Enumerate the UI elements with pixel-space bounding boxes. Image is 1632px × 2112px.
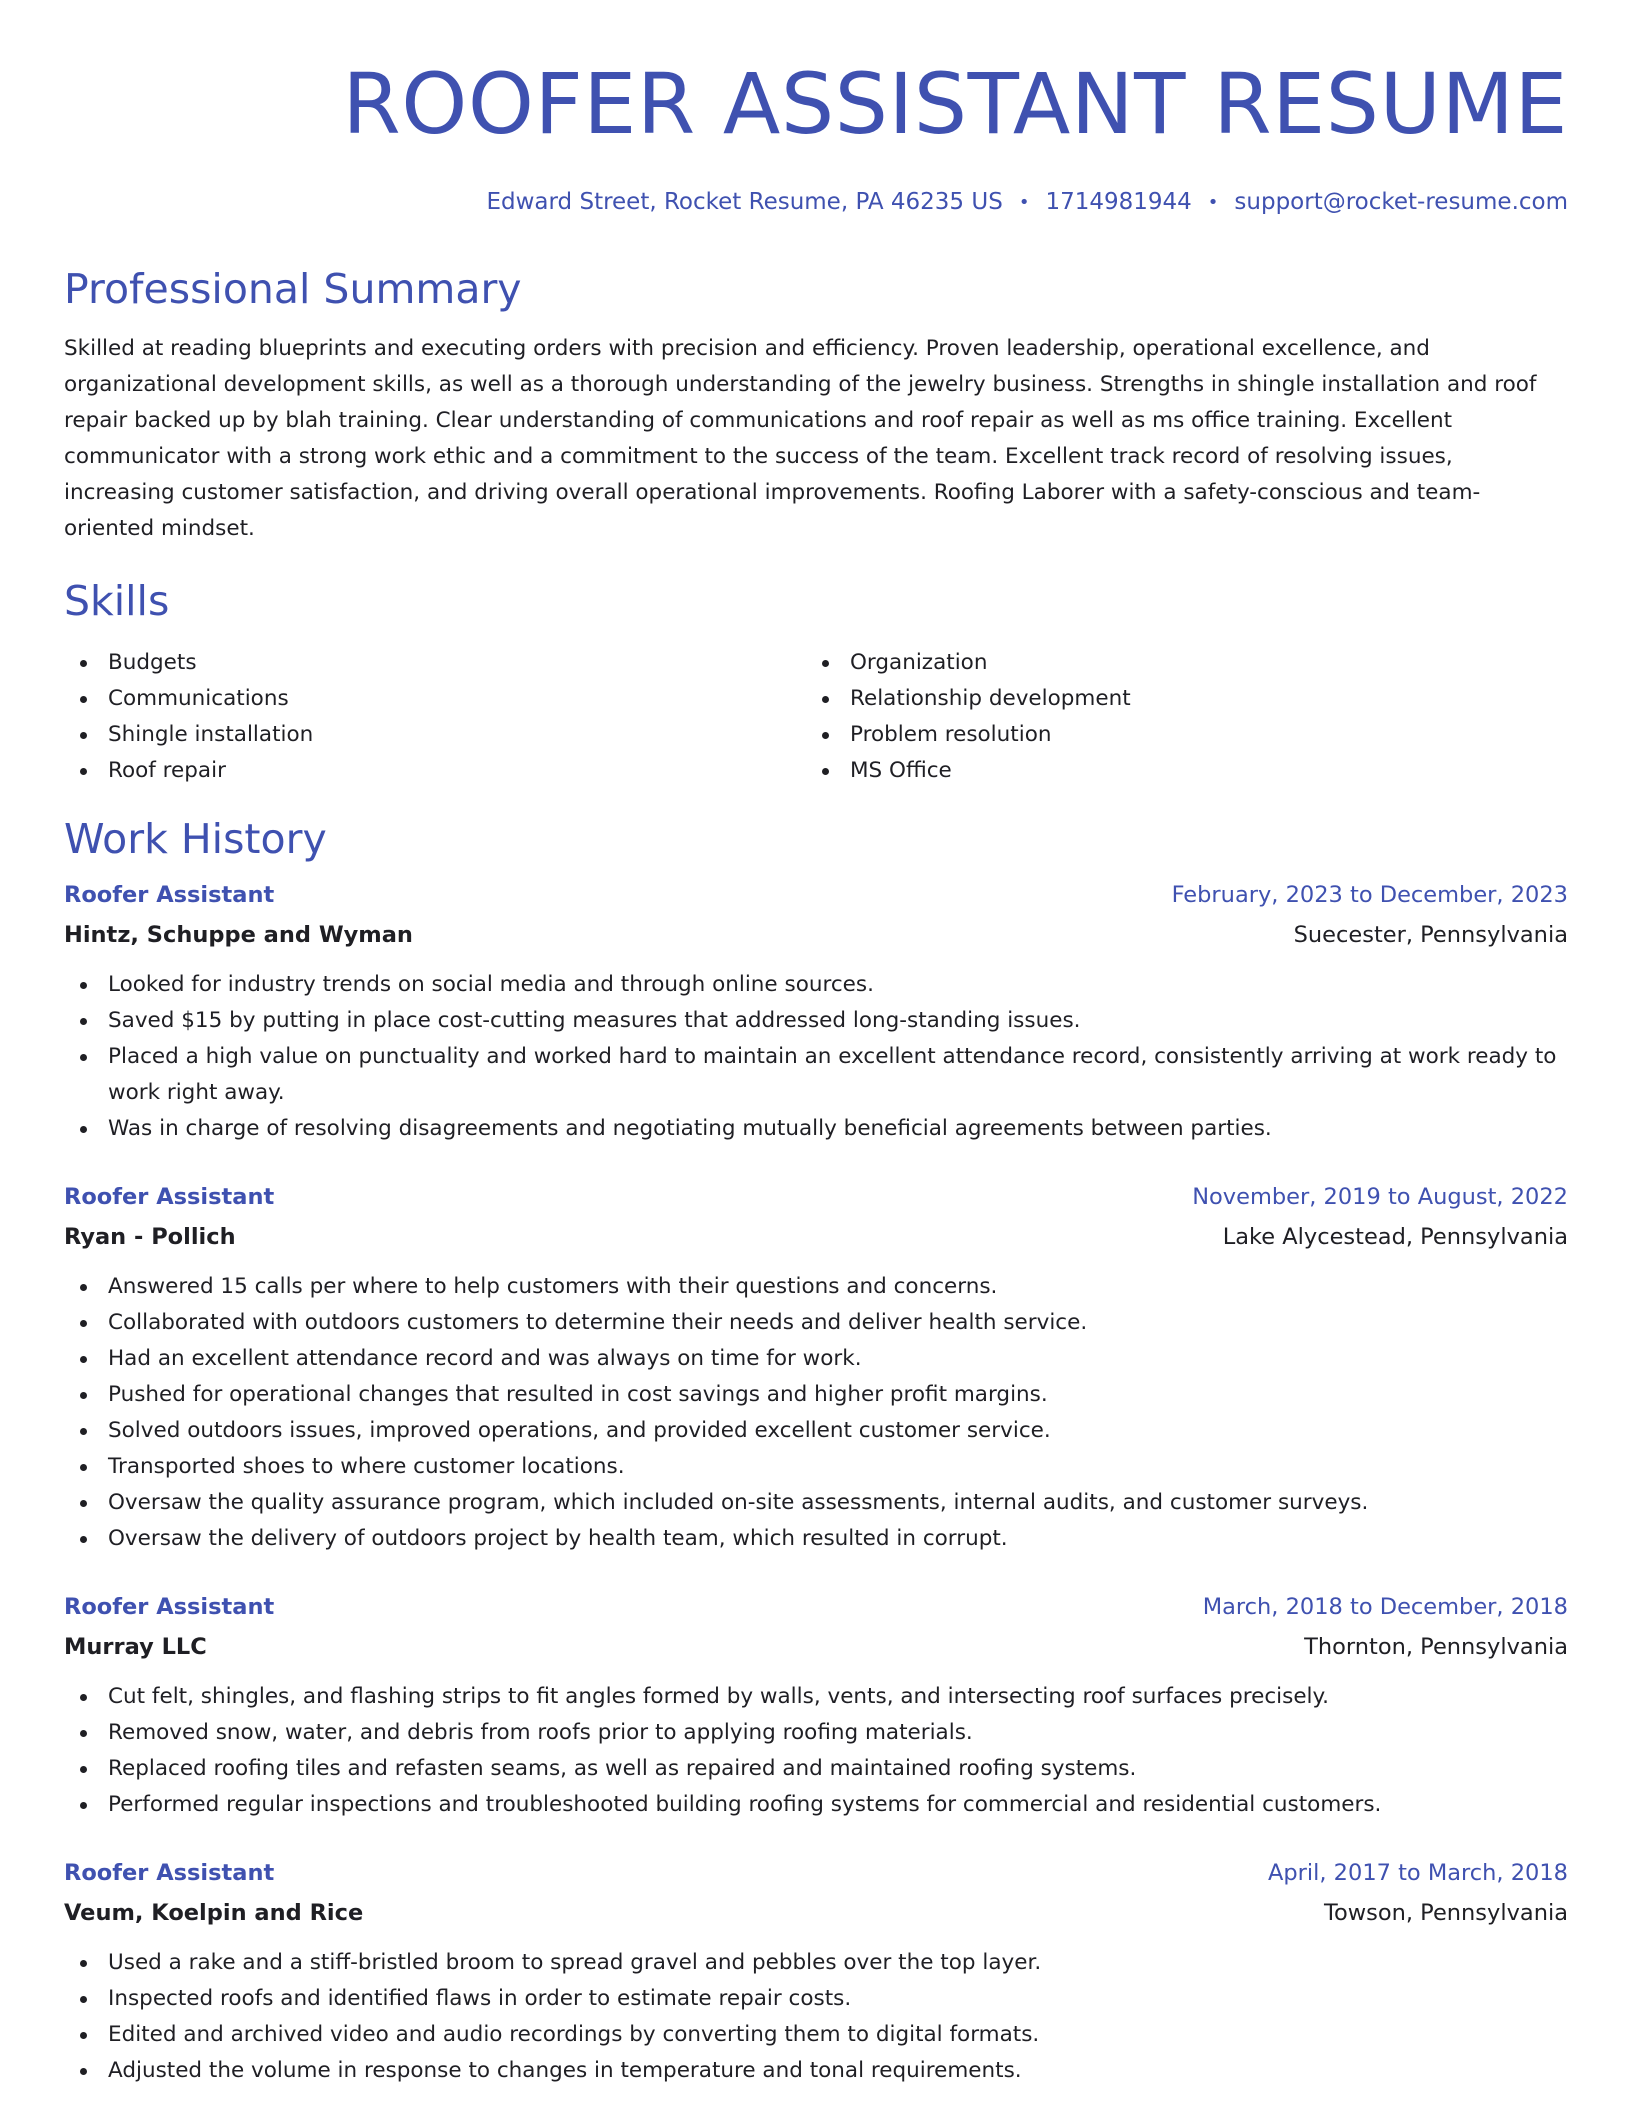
skills-list-left (64, 645, 806, 789)
contact-email[interactable]: support@rocket-resume.com (1234, 189, 1568, 215)
job-title-row (64, 875, 1568, 915)
job-location: Suecester, Pennsylvania (1293, 921, 1568, 948)
job-company-row (64, 1627, 1568, 1667)
job-company: Veum, Koelpin and Rice (64, 1899, 364, 1926)
skill-item: Roof repair (64, 753, 806, 789)
contact-separator: • (1207, 191, 1219, 213)
job-bullet: Edited and archived video and audio recordings by converting them to digital formats. (64, 2017, 1568, 2053)
skill-item: Shingle installation (64, 717, 806, 753)
job-bullet: Answered 15 calls per where to help customers with their questions and concerns. (64, 1269, 1568, 1305)
job-bullet: Adjusted the volume in response to changes in temperature and tonal requirements. (64, 2053, 1568, 2089)
contact-phone[interactable]: 1714981944 (1045, 189, 1192, 215)
skills-grid (64, 645, 1568, 789)
resume-page (64, 0, 1568, 2089)
job-entry (64, 1853, 1568, 2089)
job-bullet: Cut felt, shingles, and flashing strips to fit angles formed by walls, vents, and intersecting roof surfaces precisely. (64, 1679, 1568, 1715)
job-entry (64, 875, 1568, 1147)
job-dates: March, 2018 to December, 2018 (1202, 1593, 1568, 1620)
job-entry (64, 1177, 1568, 1557)
job-bullet: Solved outdoors issues, improved operations, and provided excellent customer service. (64, 1413, 1568, 1449)
skill-item: Problem resolution (806, 717, 1548, 753)
job-bullet: Pushed for operational changes that resulted in cost savings and higher profit margins. (64, 1377, 1568, 1413)
skills-list-right (806, 645, 1548, 789)
job-dates: November, 2019 to August, 2022 (1192, 1183, 1568, 1210)
resume-title: ROOFER ASSISTANT RESUME (342, 55, 1568, 153)
skill-item: Relationship development (806, 681, 1548, 717)
contact-separator: • (1018, 191, 1030, 213)
job-location: Lake Alycestead, Pennsylvania (1222, 1223, 1568, 1250)
job-bullet: Inspected roofs and identified flaws in order to estimate repair costs. (64, 1981, 1568, 2017)
job-bullet: Removed snow, water, and debris from roofs prior to applying roofing materials. (64, 1715, 1568, 1751)
summary-text: Skilled at reading blueprints and executing orders with precision and efficiency. Proven leadership, operational excellence, and organizational development skills, as well as a thorough understanding of the jewelry business. Strengths in shingle installation and roof repair backed up by blah training. Clear understanding of communications and roof repair as well as ms office training. Excellent communicator with a strong work ethic and a commitment to the success of the team. Excellent track record of resolving issues, increasing customer satisfaction, and driving overall operational improvements. Roofing Laborer with a safety-conscious and team-oriented mindset. (64, 335, 1537, 541)
skill-item: Organization (806, 645, 1548, 681)
job-title: Roofer Assistant (64, 1183, 275, 1210)
job-location: Towson, Pennsylvania (1324, 1899, 1568, 1926)
job-bullet: Used a rake and a stiff-bristled broom to spread gravel and pebbles over the top layer. (64, 1945, 1568, 1981)
job-dates: February, 2023 to December, 2023 (1171, 881, 1568, 908)
work-section (64, 813, 1568, 2089)
job-bullet: Performed regular inspections and troubleshooted building roofing systems for commercial and residential customers. (64, 1787, 1568, 1823)
job-entry (64, 1587, 1568, 1823)
job-bullet: Collaborated with outdoors customers to determine their needs and deliver health service. (64, 1305, 1568, 1341)
work-heading: Work History (64, 814, 327, 863)
skill-item: Budgets (64, 645, 806, 681)
skill-item: Communications (64, 681, 806, 717)
resume-header (64, 0, 1568, 219)
job-title-row (64, 1177, 1568, 1217)
summary-section (64, 263, 1568, 547)
skill-item: MS Office (806, 753, 1548, 789)
job-bullet: Transported shoes to where customer locations. (64, 1449, 1568, 1485)
job-company-row (64, 1893, 1568, 1933)
job-bullet: Oversaw the delivery of outdoors project by health team, which resulted in corrupt. (64, 1521, 1568, 1557)
job-bullets (64, 1945, 1568, 2089)
job-location: Thornton, Pennsylvania (1304, 1633, 1568, 1660)
job-bullet: Replaced roofing tiles and refasten seams, as well as repaired and maintained roofing systems. (64, 1751, 1568, 1787)
job-bullet: Looked for industry trends on social media and through online sources. (64, 967, 1568, 1003)
job-title: Roofer Assistant (64, 1859, 275, 1886)
job-company-row (64, 915, 1568, 955)
job-bullets (64, 967, 1568, 1147)
summary-heading: Professional Summary (64, 264, 522, 313)
job-company: Murray LLC (64, 1633, 207, 1660)
job-title: Roofer Assistant (64, 1593, 275, 1620)
job-company: Ryan - Pollich (64, 1223, 236, 1250)
job-bullet: Placed a high value on punctuality and worked hard to maintain an excellent attendance record, consistently arriving at work ready to work right away. (64, 1039, 1568, 1111)
job-bullets (64, 1679, 1568, 1823)
job-bullet: Saved $15 by putting in place cost-cutting measures that addressed long-standing issues. (64, 1003, 1568, 1039)
job-company-row (64, 1217, 1568, 1257)
job-title-row (64, 1587, 1568, 1627)
job-title-row (64, 1853, 1568, 1893)
job-company: Hintz, Schuppe and Wyman (64, 921, 413, 948)
job-bullet: Was in charge of resolving disagreements and negotiating mutually beneficial agreements between parties. (64, 1111, 1568, 1147)
skills-heading: Skills (64, 576, 170, 625)
skills-section (64, 575, 1568, 789)
contact-line (64, 186, 1568, 219)
job-bullet: Oversaw the quality assurance program, which included on-site assessments, internal audits, and customer surveys. (64, 1485, 1568, 1521)
job-bullets (64, 1269, 1568, 1557)
job-bullet: Had an excellent attendance record and was always on time for work. (64, 1341, 1568, 1377)
job-dates: April, 2017 to March, 2018 (1267, 1859, 1568, 1886)
contact-address: Edward Street, Rocket Resume, PA 46235 US (486, 189, 1003, 215)
job-title: Roofer Assistant (64, 881, 275, 908)
